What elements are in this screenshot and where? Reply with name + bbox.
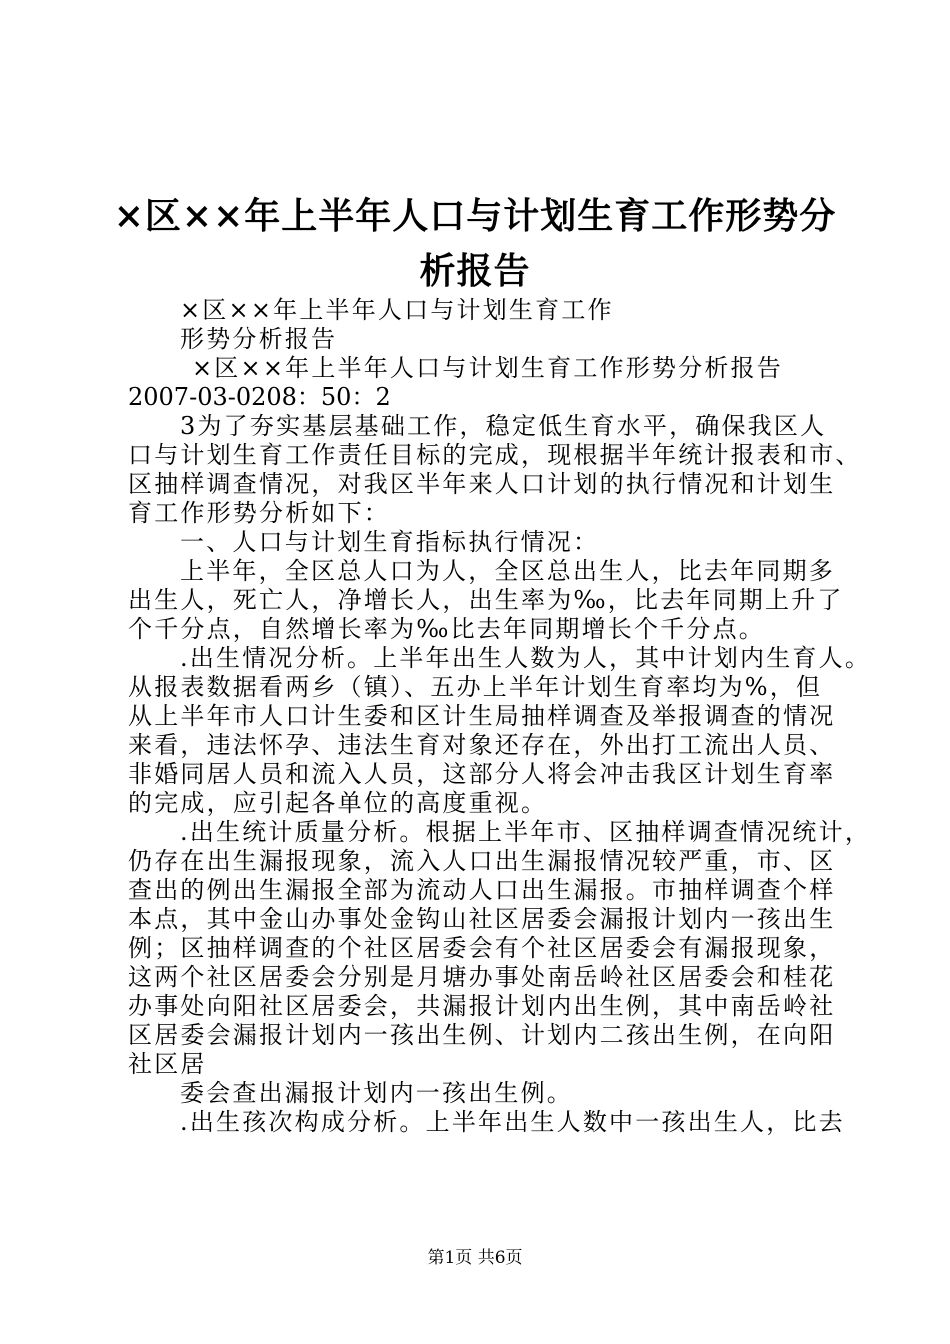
body-line: 个千分点，自然增长率为‰比去年同期增长个千分点。 <box>128 615 766 643</box>
document-title-line-2: 析报告 <box>419 250 531 292</box>
body-line: 区居委会漏报计划内一孩出生例、计划内二孩出生例，在向阳 <box>128 1021 836 1049</box>
body-line: 形势分析报告 <box>180 325 338 353</box>
body-line: 查出的例出生漏报全部为流动人口出生漏报。市抽样调查个样 <box>128 876 836 904</box>
document-body <box>128 296 872 1137</box>
body-line: 一、人口与计划生育指标执行情况： <box>180 528 600 556</box>
body-line: 仍存在出生漏报现象，流入人口出生漏报情况较严重，市、区 <box>128 847 836 875</box>
body-line: 育工作形势分析如下： <box>128 499 390 527</box>
body-line: 从报表数据看两乡（镇）、五办上半年计划生育率均为%，但 <box>128 673 823 701</box>
body-line: 出生人，死亡人，净增长人，出生率为‰，比去年同期上升了 <box>128 586 844 614</box>
body-line: 上半年，全区总人口为人，全区总出生人，比去年同期多 <box>180 557 835 585</box>
body-line: 口与计划生育工作责任目标的完成，现根据半年统计报表和市、 <box>128 441 862 469</box>
body-line: .出生统计质量分析。根据上半年市、区抽样调查情况统计， <box>180 818 872 846</box>
page-number-footer: 第1页 共6页 <box>427 1248 523 1268</box>
body-line: 3为了夯实基层基础工作，稳定低生育水平，确保我区人 <box>180 412 827 440</box>
body-line: 从上半年市人口计生委和区计生局抽样调查及举报调查的情况 <box>128 702 836 730</box>
body-line: ×区××年上半年人口与计划生育工作 <box>180 296 614 324</box>
body-line: .出生孩次构成分析。上半年出生人数中一孩出生人，比去 <box>180 1108 845 1136</box>
body-line: 来看，违法怀孕、违法生育对象还存在，外出打工流出人员、 <box>128 731 836 759</box>
body-line: 社区居 <box>128 1050 207 1078</box>
body-line: 2007-03-0208：50：2 <box>128 383 391 411</box>
body-line: 的完成，应引起各单位的高度重视。 <box>128 789 548 817</box>
body-line: 本点，其中金山办事处金钩山社区居委会漏报计划内一孩出生 <box>128 905 836 933</box>
body-line: 非婚同居人员和流入人员，这部分人将会冲击我区计划生育率 <box>128 760 836 788</box>
body-line: .出生情况分析。上半年出生人数为人，其中计划内生育人。 <box>180 644 872 672</box>
body-line: 这两个社区居委会分别是月塘办事处南岳岭社区居委会和桂花 <box>128 963 836 991</box>
body-line: 办事处向阳社区居委会，共漏报计划内出生例，其中南岳岭社 <box>128 992 836 1020</box>
document-title-line-1: ×区××年上半年人口与计划生育工作形势分 <box>113 195 837 237</box>
body-line: 区抽样调查情况，对我区半年来人口计划的执行情况和计划生 <box>128 470 836 498</box>
body-line: 例；区抽样调查的个社区居委会有个社区居委会有漏报现象， <box>128 934 836 962</box>
body-line: 委会查出漏报计划内一孩出生例。 <box>180 1079 573 1107</box>
body-line: ×区××年上半年人口与计划生育工作形势分析报告 <box>192 354 783 382</box>
